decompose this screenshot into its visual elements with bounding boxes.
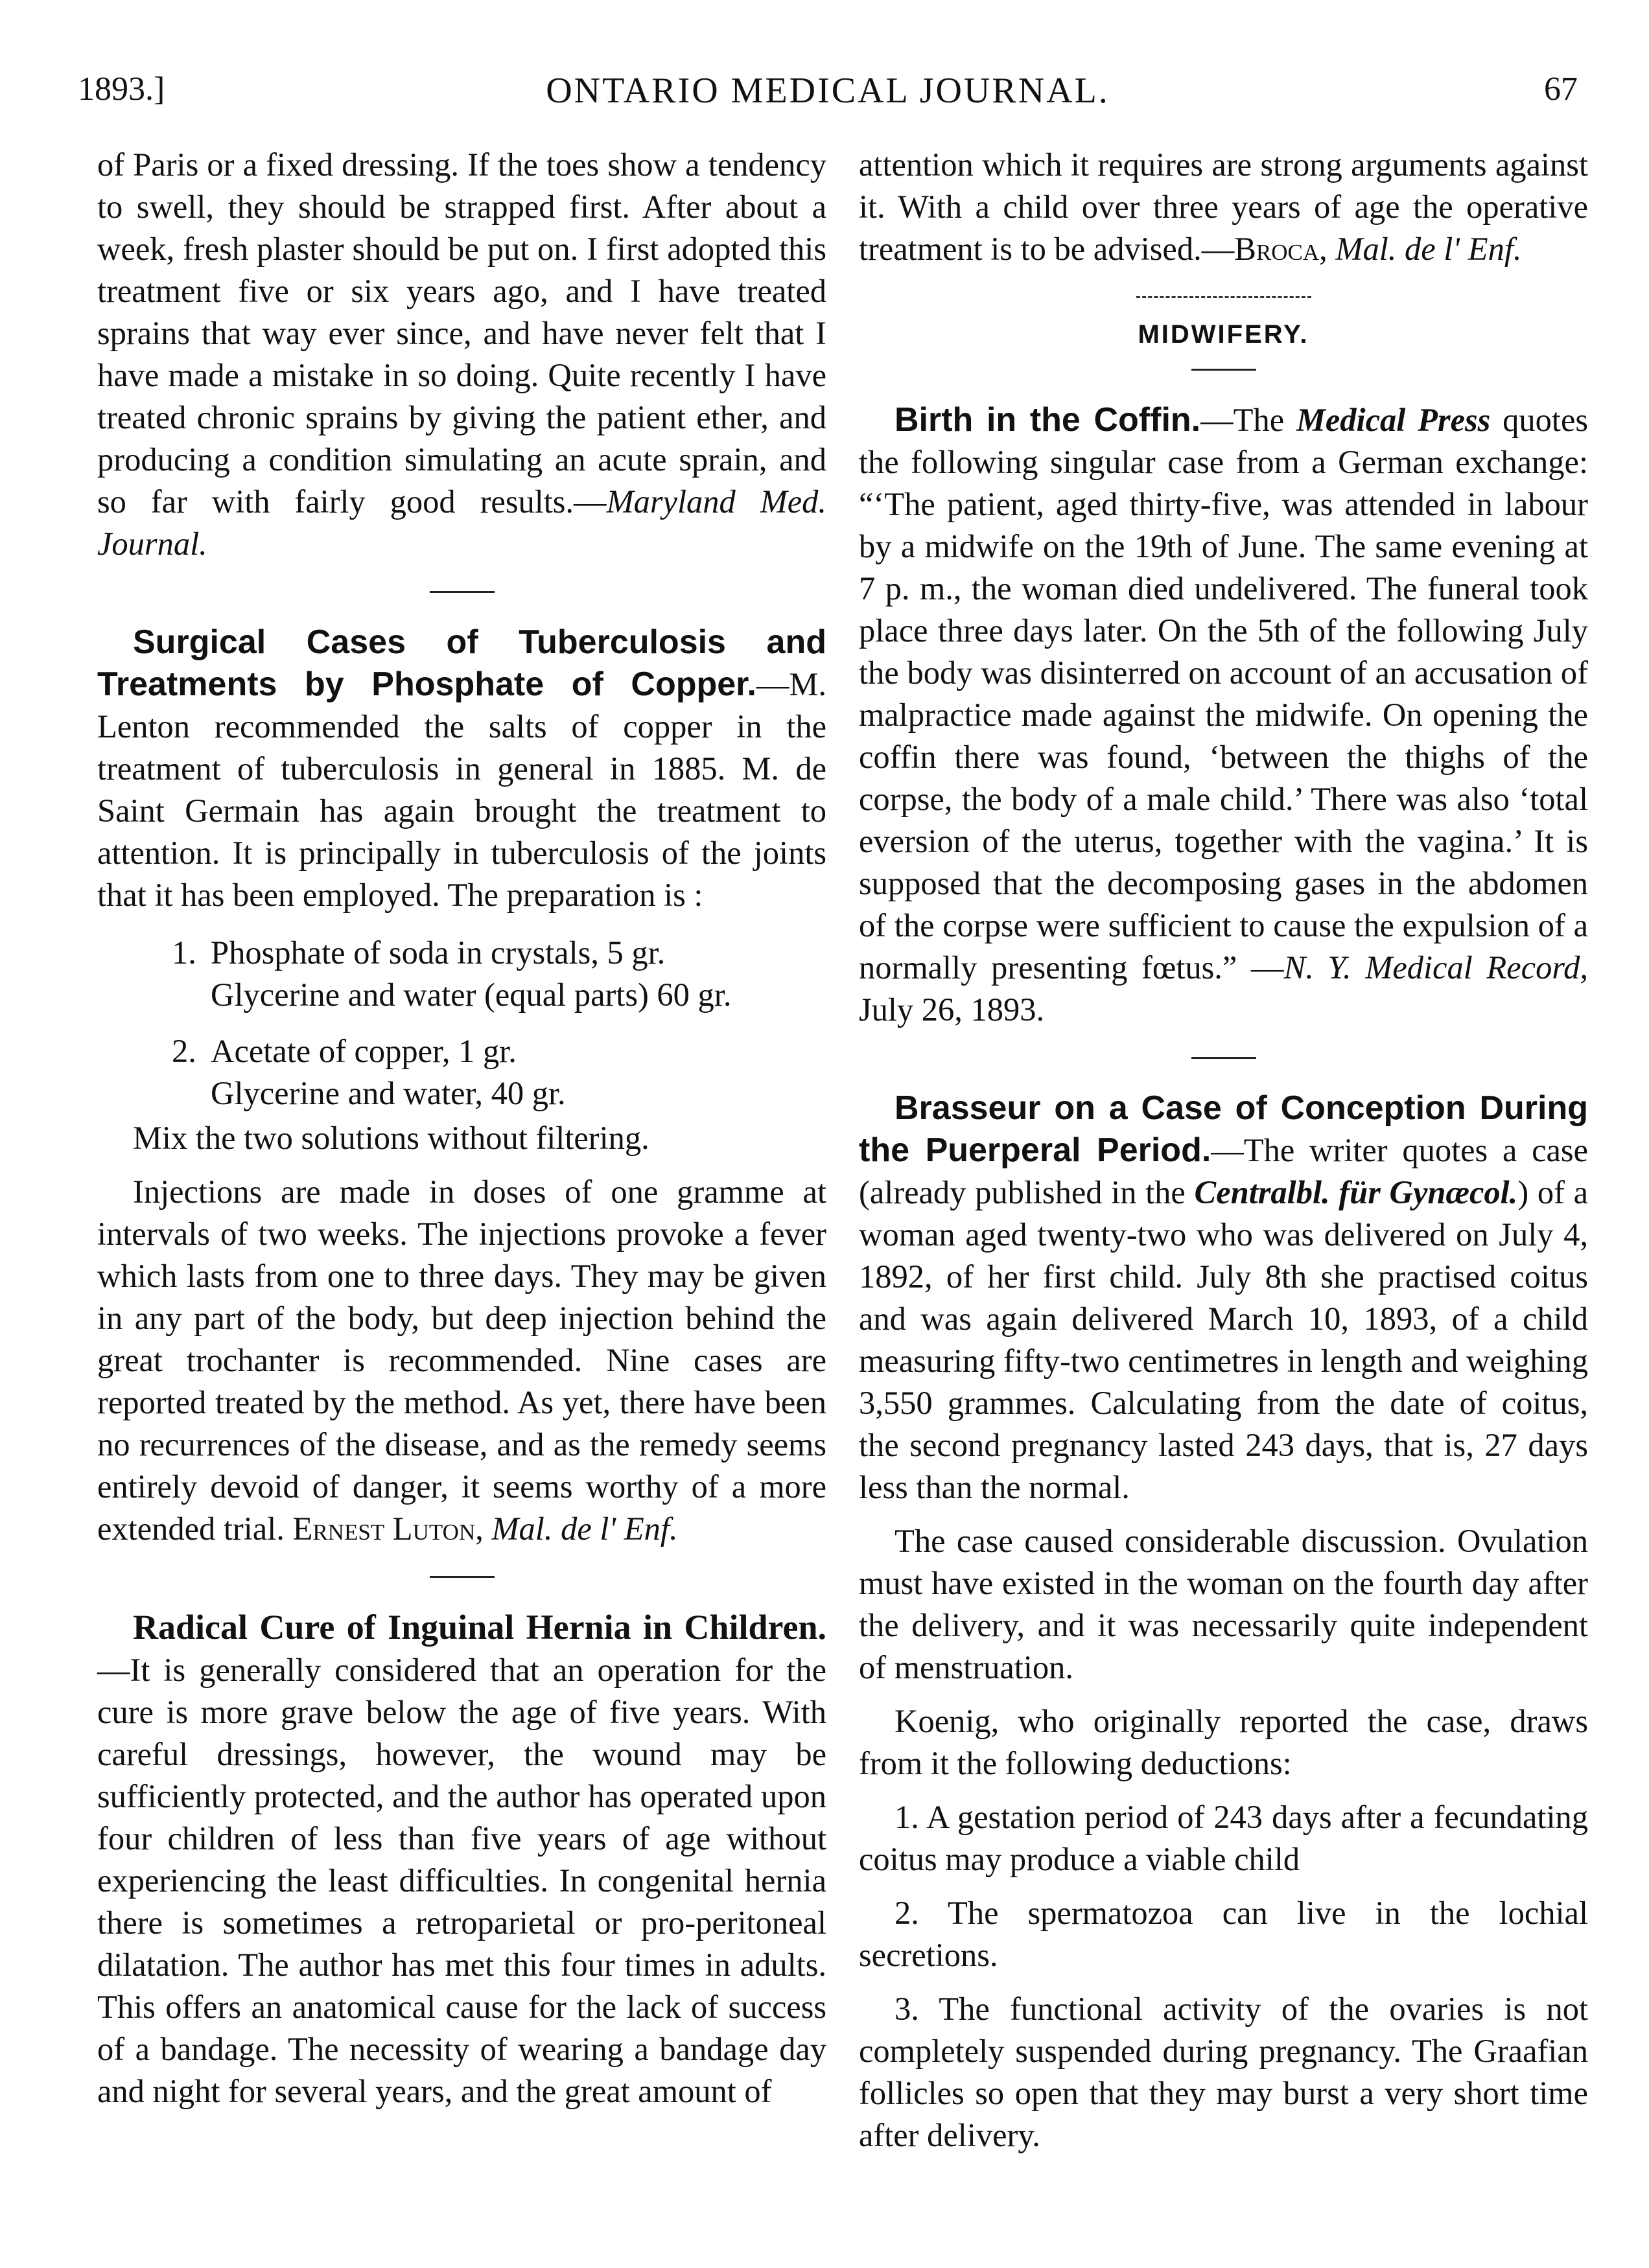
- section-separator: [1136, 296, 1311, 298]
- author-name: Broca,: [1234, 231, 1327, 267]
- source-dash: —: [1251, 949, 1284, 986]
- header-journal-title: ONTARIO MEDICAL JOURNAL.: [546, 71, 1110, 111]
- list-item: [172, 932, 826, 1016]
- source-date: July 26, 1893.: [859, 991, 1045, 1028]
- article-title: Birth in the Coffin.: [895, 401, 1201, 439]
- deduction-item: 3. The functional activity of the ovaries is not completely suspended during pregnancy. The Graafian follicles so open that they may burst a very short time after delivery.: [859, 1991, 1588, 2153]
- paragraph-text: attention which it requires are strong arguments against it. With a child over three years of age the operative treatment is to be advised.—: [859, 146, 1588, 267]
- left-column: [97, 144, 826, 2112]
- section-heading: MIDWIFERY.: [1138, 320, 1309, 349]
- article-birth-in-coffin: [859, 399, 1588, 1031]
- article-text: quotes the following singular case from a German exchange: “‘The patient, aged thirty-five, was attended in labour by a midwife on the 19th of June. The same evening at 7 p. m., the woman died undelivered. The funeral took place three days later. On the 5th of the following July the body was disinterred on account of an accusation of malpractice made against the midwife. On opening the coffin there was found, ‘between the thighs of the corpse, the body of a male child.’ There was also ‘total eversion of the uterus, together with the vagina.’ It is supposed that the decomposing gases in the abdomen of the corpse were sufficient to cause the expulsion of a normally presenting fœtus.”: [859, 402, 1589, 986]
- source-citation: Mal. de l' Enf.: [1335, 231, 1522, 267]
- article-brasseur: [859, 1087, 1588, 1509]
- mix-instruction: Mix the two solutions without filtering.: [133, 1120, 649, 1156]
- separator-rule: [430, 1576, 495, 1578]
- right-column: [859, 144, 1588, 2157]
- list-line: Acetate of copper, 1 gr.: [211, 1033, 517, 1069]
- list-number: 1.: [172, 934, 196, 971]
- separator-rule: [1191, 1057, 1256, 1059]
- page-number: 67: [1544, 71, 1578, 108]
- deduction-item: 2. The spermatozoa can live in the lochial secretions.: [859, 1895, 1588, 1973]
- running-header: [78, 70, 1578, 122]
- article-text: ) of a woman aged twenty-two who was delivered on July 4, 1892, of her first child. July 8th she practised coitus and was again delivered March 10, 1893, of a child measuring fifty-two centimetres in length and weighing 3,550 grammes. Calculating from the date of coitus, the second pregnancy lasted 243 days, that is, 27 days less than the normal.: [859, 1174, 1588, 1505]
- continued-paragraph: [859, 144, 1588, 270]
- article-paragraph: [97, 1171, 826, 1550]
- article-text: —M. Lenton recommended the salts of copper in the treatment of tuberculosis in general in 1885. M. de Saint Germain has again brought the treatment to attention. It is principally in tuberculosis of the joints that it has been employed. The preparation is :: [97, 666, 826, 913]
- article-hernia: [97, 1606, 826, 2112]
- separator-rule: [430, 591, 495, 593]
- deduction-item: 1. A gestation period of 243 days after a fecundating coitus may produce a viable child: [859, 1799, 1588, 1877]
- author-name: Ernest Luton,: [292, 1510, 484, 1547]
- article-tuberculosis: [97, 621, 826, 916]
- list-number: 2.: [172, 1033, 196, 1069]
- article-text: —It is generally considered that an operation for the cure is more grave below the age of five years. With careful dressings, however, the wound may be sufficiently protected, and the author has operated upon four children of less than five years of age without experiencing the least difficulties. In congenital hernia there is sometimes a retroparietal or pro-peritoneal dilatation. The author has met this four times in adults. This offers an anatomical cause for the lack of success of a bandage. The necessity of wearing a bandage day and night for several years, and the great amount of: [97, 1652, 826, 2109]
- source-citation: N. Y. Medical Record,: [1283, 949, 1588, 986]
- article-text: —The: [1200, 402, 1296, 438]
- article-title: Surgical Cases of Tuberculosis and Treatments by Phosphate of Copper.: [97, 623, 826, 703]
- list-line: Phosphate of soda in crystals, 5 gr.: [211, 934, 666, 971]
- continued-paragraph: [97, 144, 826, 565]
- article-title: Radical Cure of Inguinal Hernia in Children.: [133, 1608, 826, 1647]
- journal-name: Centralbl. für Gynæcol.: [1194, 1174, 1518, 1210]
- source-citation: Mal. de l' Enf.: [491, 1510, 678, 1547]
- list-line: Glycerine and water, 40 gr.: [211, 1075, 566, 1111]
- article-text: —The writer quotes a case (already published in the: [859, 1132, 1588, 1210]
- separator-rule: [1191, 369, 1256, 371]
- paragraph-text: Injections are made in doses of one gramme at intervals of two weeks. The injections provoke a fever which lasts from one to three days. They may be given in any part of the body, but deep injection behind the great trochanter is recommended. Nine cases are reported treated by the method. As yet, there have been no recurrences of the disease, and as the remedy seems entirely devoid of danger, it seems worthy of a more extended trial.: [97, 1174, 826, 1547]
- article-paragraph: The case caused considerable discussion. Ovulation must have existed in the woman on the fourth day after the delivery, and it was necessarily quite independent of menstruation.: [859, 1523, 1588, 1685]
- journal-name: Medical Press: [1296, 402, 1491, 438]
- list-item: [172, 1030, 826, 1115]
- preparation-list: [172, 932, 826, 1115]
- list-line: Glycerine and water (equal parts) 60 gr.: [211, 977, 732, 1013]
- article-title: Brasseur on a Case of Conception During the Puerperal Period.: [859, 1089, 1588, 1169]
- article-paragraph: Koenig, who originally reported the case, draws from it the following deductions:: [859, 1703, 1588, 1781]
- paragraph-text: of Paris or a fixed dressing. If the toes show a tendency to swell, they should be strapped first. After about a week, fresh plaster should be put on. I first adopted this treatment five or six years ago, and I have treated sprains that way ever since, and have never felt that I have made a mistake in so doing. Quite recently I have treated chronic sprains by giving the patient ether, and producing a condition simulating an acute sprain, and so far with fairly good results.—: [97, 146, 826, 520]
- header-year: 1893.]: [78, 71, 165, 108]
- source-citation: Maryland Med. Journal.: [97, 483, 826, 562]
